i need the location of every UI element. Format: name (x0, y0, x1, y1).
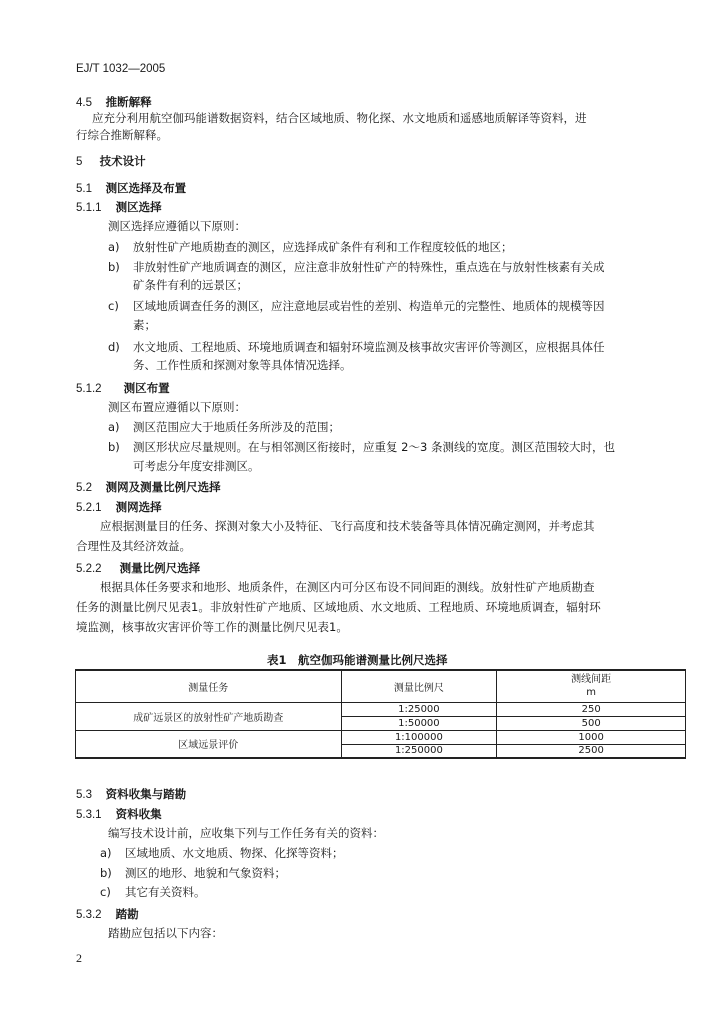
section-number: 5.2.2 (76, 563, 102, 575)
list-marker: b) (108, 440, 120, 454)
list-item-text: 非放射性矿产地质调查的测区，应注意非放射性矿产的特殊性，重点选在与放射性核素有关成 (133, 260, 605, 274)
scale-cell: 1:250000 (341, 744, 497, 758)
paragraph-line: 测区布置应遵循以下原则： (108, 400, 246, 414)
spacing-cell: 2500 (497, 744, 686, 758)
list-marker: d) (108, 340, 120, 354)
section-title: 测区布置 (123, 381, 170, 395)
list-item-text: 区域地质调查任务的测区，应注意地层或岩性的差别、构造单元的完整性、地质体的规模等因 (133, 299, 605, 313)
section-number: 4.5 (76, 97, 92, 109)
section-number: 5.2 (76, 482, 92, 494)
spacing-cell: 1000 (497, 730, 686, 744)
list-item-text: 区域地质、水文地质、物探、化探等资料； (125, 846, 344, 860)
section-number: 5.2.1 (76, 502, 102, 514)
paragraph-line: 行综合推断解释。 (76, 128, 168, 142)
section-5-3-1-heading (76, 806, 162, 822)
section-title: 测网选择 (115, 500, 162, 514)
section-5-1-1-heading (76, 199, 162, 215)
section-5-heading (76, 153, 146, 169)
scale-selection-table (75, 669, 686, 759)
page-number: 2 (76, 951, 82, 965)
section-number: 5.1 (76, 183, 92, 195)
list-marker: b) (100, 866, 112, 880)
section-4-5-heading (76, 94, 152, 110)
list-item-text: 放射性矿产地质勘查的测区，应选择成矿条件有利和工作程度较低的地区； (133, 240, 513, 254)
spacing-cell: 250 (497, 702, 686, 716)
list-item-text: 矿条件有利的远景区； (133, 278, 248, 292)
table-caption: 表1 航空伽玛能谱测量比例尺选择 (267, 653, 448, 667)
table-row (76, 702, 686, 716)
section-number: 5.3.1 (76, 809, 102, 821)
paragraph-line: 任务的测量比例尺见表1。非放射性矿产地质、区域地质、水文地质、工程地质、环境地质调查，辐射环 (76, 600, 601, 614)
list-marker: c) (108, 299, 119, 313)
list-item-text: 测区形状应尽量规则。在与相邻测区衔接时，应重复 2～3 条测线的宽度。测区范围较大时，也 (133, 440, 615, 454)
task-cell: 成矿远景区的放射性矿产地质勘查 (76, 702, 342, 730)
section-5-2-1-heading (76, 499, 162, 515)
task-cell: 区域远景评价 (76, 730, 342, 758)
section-number: 5.1.1 (76, 202, 102, 214)
list-marker: c) (100, 885, 111, 899)
scale-cell: 1:25000 (341, 702, 497, 716)
spacing-cell: 500 (497, 716, 686, 730)
scale-cell: 1:100000 (341, 730, 497, 744)
header-spacing-unit: m (586, 687, 597, 699)
list-item-text: 素； (133, 318, 156, 332)
list-item-text: 测区的地形、地貌和气象资料； (125, 866, 286, 880)
section-5-3-heading (76, 786, 186, 802)
section-number: 5.3 (76, 789, 92, 801)
paragraph-line: 应充分利用航空伽玛能谱数据资料，结合区域地质、物化探、水文地质和遥感地质解译等资料，进 (92, 111, 587, 125)
list-item-text: 可考虑分年度安排测区。 (133, 459, 260, 473)
section-title: 技术设计 (99, 154, 146, 168)
table-header-row (76, 670, 686, 702)
list-marker: a) (100, 846, 112, 860)
header-spacing (497, 670, 686, 702)
list-item-text: 其它有关资料。 (125, 885, 206, 899)
paragraph-line: 根据具体任务要求和地形、地质条件，在测区内可分区布设不同间距的测线。放射性矿产地质勘查 (100, 580, 595, 594)
section-title: 测量比例尺选择 (119, 561, 201, 575)
section-5-3-2-heading (76, 906, 139, 922)
list-item-text: 测区范围应大于地质任务所涉及的范围； (133, 420, 340, 434)
section-number: 5 (76, 156, 83, 168)
standard-code-header: EJ/T 1032—2005 (76, 63, 166, 75)
header-task: 测量任务 (76, 670, 342, 702)
list-marker: b) (108, 260, 120, 274)
section-number: 5.3.2 (76, 909, 102, 921)
section-title: 资料收集 (115, 807, 162, 821)
section-title: 测网及测量比例尺选择 (105, 480, 221, 494)
paragraph-line: 境监测，核事故灾害评价等工作的测量比例尺见表1。 (76, 620, 348, 634)
list-marker: a) (108, 420, 120, 434)
paragraph-line: 合理性及其经济效益。 (76, 539, 191, 553)
paragraph-line: 踏勘应包括以下内容： (108, 926, 223, 940)
section-5-1-heading (76, 180, 186, 196)
scale-cell: 1:50000 (341, 716, 497, 730)
section-title: 测区选择及布置 (105, 181, 187, 195)
paragraph-line: 应根据测量目的任务、探测对象大小及特征、飞行高度和技术装备等具体情况确定测网，并考虑其 (100, 519, 595, 533)
section-5-2-2-heading (76, 560, 200, 576)
list-item-text: 水文地质、工程地质、环境地质调查和辐射环境监测及核事故灾害评价等测区，应根据具体任 (133, 340, 605, 354)
header-spacing-label: 测线间距 (571, 674, 612, 686)
section-title: 资料收集与踏勘 (105, 787, 187, 801)
section-title: 推断解释 (105, 95, 152, 109)
list-marker: a) (108, 240, 120, 254)
table-row (76, 730, 686, 744)
section-5-2-heading (76, 479, 221, 495)
list-item-text: 务、工作性质和探测对象等具体情况选择。 (133, 358, 352, 372)
paragraph-line: 编写技术设计前，应收集下列与工作任务有关的资料： (108, 826, 384, 840)
section-number: 5.1.2 (76, 383, 102, 395)
section-5-1-2-heading (76, 380, 170, 396)
section-title: 踏勘 (115, 907, 139, 921)
section-title: 测区选择 (115, 200, 162, 214)
header-scale: 测量比例尺 (341, 670, 497, 702)
paragraph-line: 测区选择应遵循以下原则： (108, 219, 246, 233)
